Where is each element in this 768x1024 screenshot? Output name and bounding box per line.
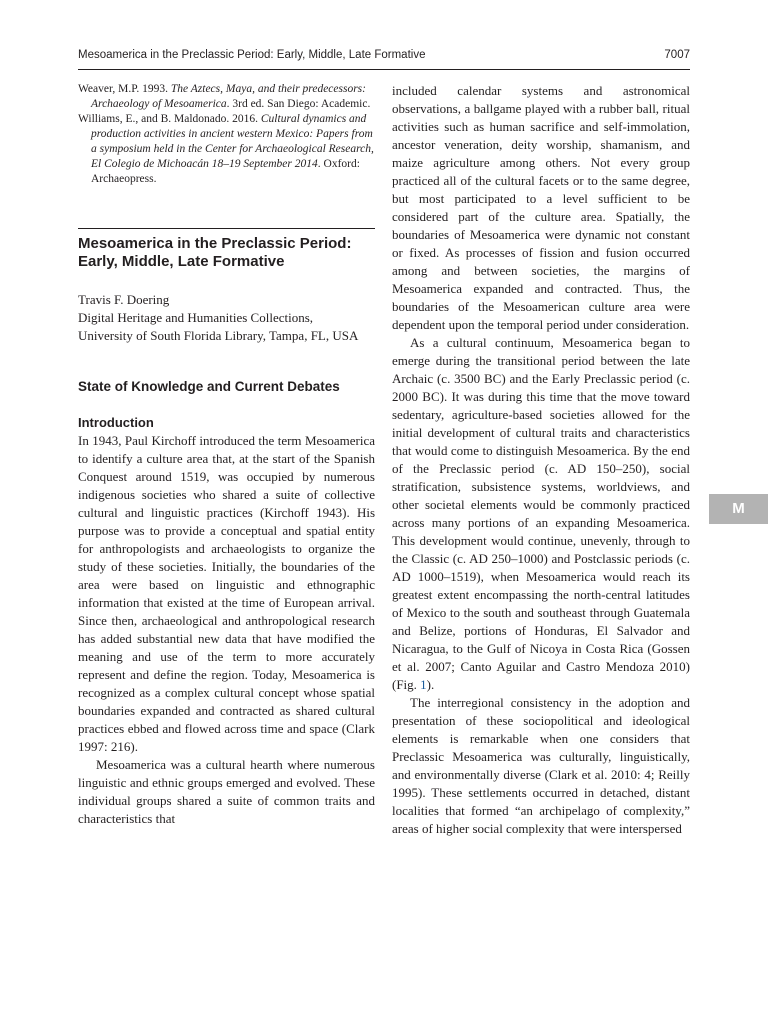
- author-affiliation: University of South Florida Library, Tampa, FL, USA: [78, 328, 359, 343]
- running-title: Mesoamerica in the Preclassic Period: Early, Middle, Late Formative: [78, 49, 426, 61]
- body-paragraph: included calendar systems and astronomical observations, a ballgame played with a rubber ball, ritual activities such as human sacrifice and self-immolation, ancestor veneration, deity worship, shamanism, and maize agriculture among others. Not every group practiced all of the cultural facets or to the same degree, but most participated to a level sufficient to be considered part of the culture area. Spatially, the boundaries of Mesoamerica were dynamic not constant or fixed. As processes of fission and fusion occurred among and between societies, the margins of Mesoamerica expanded and contracted. Thus, the boundaries of the Mesoamerican culture area were dependent upon the temporal period under consideration.: [392, 83, 690, 332]
- right-column: [392, 82, 690, 838]
- subsection-heading: Introduction: [78, 415, 154, 430]
- reference-item: Weaver, M.P. 1993. The Aztecs, Maya, and their predecessors: Archaeology of Mesoamerica. 3rd ed. San Diego: Academic.: [78, 83, 371, 110]
- section-thumb-tab: M: [709, 494, 768, 524]
- body-paragraph: In 1943, Paul Kirchoff introduced the term Mesoamerica to identify a culture area that, at the start of the Spanish Conquest around 1519, was occupied by numerous indigenous societies who shared a suite of collective cultural and linguistic practices (Kirchoff 1943). His purpose was to provide a conceptual and spatial entity for anthropologists and archaeologists to organize the study of these societies. Initially, the boundaries of the area were based on linguistic and ethnographic information that existed at the time of European arrival. Since then, archaeological and anthropological research has added substantial new data that have modified the meaning and use of the term to more accurately represent and define the region. Today, Mesoamerica is recognized as a complex cultural concept whose spatial boundaries expanded and contracted as shared cultural practices ebbed and flowed across time and space (Clark 1997: 216).: [78, 433, 375, 754]
- body-paragraph: The interregional consistency in the adoption and presentation of these sociopolitical and ideological elements is remarkable when one considers that Preclassic Mesoamerica was culturally, linguistically, and environmentally diverse (Clark et al. 2010: 4; Reilly 1995). These settlements occurred in detached, distant localities that formed “an archipelago of complexity,” areas of higher social complexity that were interspersed: [392, 695, 690, 836]
- reference-title: Cultural dynamics and production activities in ancient western Mexico: Papers from a symposium held in the Center for Archaeological Research, El Colegio de Michoacán 18–19 September 2014: [91, 113, 374, 170]
- body-paragraph: Mesoamerica was a cultural hearth where numerous linguistic and ethnic groups emerged and evolved. These individual groups shared a suite of common traits and characteristics that: [78, 757, 375, 826]
- section-heading: State of Knowledge and Current Debates: [78, 379, 340, 394]
- author-affiliation: Digital Heritage and Humanities Collections,: [78, 310, 314, 325]
- reference-title: The Aztecs, Maya, and their predecessors: Archaeology of Mesoamerica: [91, 83, 366, 110]
- entry-divider: [78, 228, 375, 229]
- entry-title: Mesoamerica in the Preclassic Period: Early, Middle, Late Formative: [78, 235, 352, 270]
- running-header: [78, 49, 690, 70]
- left-column: [78, 82, 375, 828]
- page-number: 7007: [664, 49, 690, 61]
- reference-item: Williams, E., and B. Maldonado. 2016. Cultural dynamics and production activities in ancient western Mexico: Papers from a symposium held in the Center for Archaeological Research, El Colegio de Michoacán 18–19 September 2014. Oxford: Archaeopress.: [78, 113, 374, 185]
- body-paragraph: As a cultural continuum, Mesoamerica began to emerge during the transitional period between the late Archaic (c. 3500 BC) and the Early Preclassic period (c. 2000 BC). It was during this time that the move toward sedentary, agriculture-based societies allowed for the initial development of cultural traits and characteristics that would come to distinguish Mesoamerica. By the end of the Preclassic period (c. AD 150–250), social stratification, subsistence systems, worldviews, and other societal elements would be commonly practiced across many portions of an expanding Mesoamerica. This development would continue, unevenly, through to the Classic (c. AD 250–1000) and Postclassic periods (c. AD 1000–1519), when Mesoamerica would reach its greatest extent encompassing the north-central latitudes of Mexico to the south and southeast through Guatemala and Belize, portions of Honduras, El Salvador and Nicaragua, to the Gulf of Nicoya in Costa Rica (Gossen et al. 2007; Canto Aguilar and Castro Mendoza 2010) (Fig. 1).: [392, 335, 690, 692]
- author-name: Travis F. Doering: [78, 292, 170, 307]
- figure-link[interactable]: 1: [420, 677, 427, 692]
- author-block: [78, 291, 375, 345]
